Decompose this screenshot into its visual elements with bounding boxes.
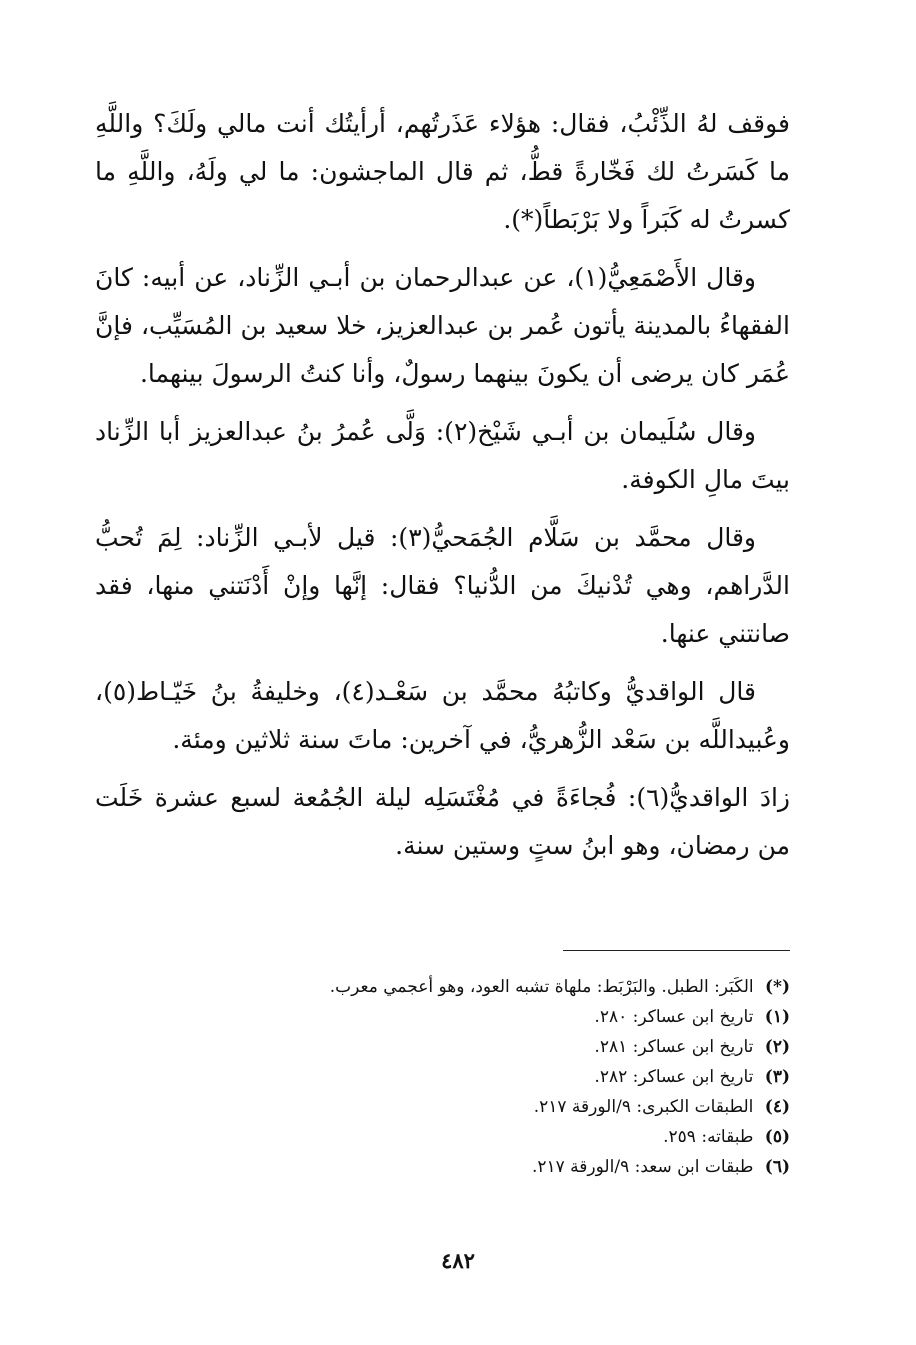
footnote-5 bbox=[160, 1122, 790, 1152]
footnote-mark: (٤) bbox=[764, 1097, 790, 1117]
footnote-text: الطبقات الكبرى: ٩/الورقة ٢١٧. bbox=[533, 1097, 754, 1117]
footnote-2 bbox=[160, 1032, 790, 1062]
page-number: ٤٨٢ bbox=[441, 1248, 475, 1273]
paragraph-5: قال الواقديُّ وكاتبُهُ محمَّد بن سَعْـد(٤)، وخليفةُ بنُ خَيّـاط(٥)، وعُبيداللَّه بن سَعْد الزُّهريُّ، في آخرين: ماتَ سنة ثلاثين ومئة. bbox=[95, 677, 790, 754]
paragraph-6: زادَ الواقديُّ(٦): فُجاءَةً في مُغْتَسَلِه ليلة الجُمُعة لسبع عشرة خَلَت من رمضان، وهو ابنُ ستٍ وستين سنة. bbox=[95, 783, 790, 860]
footnote-text: طبقات ابن سعد: ٩/الورقة ٢١٧. bbox=[531, 1157, 754, 1177]
footnote-text: تاريخ ابن عساكر: ٢٨٢. bbox=[594, 1067, 754, 1087]
footnote-star bbox=[160, 972, 790, 1002]
footnote-mark: (*) bbox=[765, 977, 790, 997]
paragraph-4: وقال محمَّد بن سَلَّام الجُمَحيُّ(٣): قيل لأبـي الزِّناد: لِمَ تُحبُّ الدَّراهم، وهي تُدْنيكَ من الدُّنيا؟ فقال: إنَّها وإنْ أَدْنَتني منها، فقد صانتني عنها. bbox=[95, 523, 790, 648]
paragraph-2: وقال الأَصْمَعِيُّ(١)، عن عبدالرحمان بن أبـي الزِّناد، عن أبيه: كانَ الفقهاءُ بالمدينة يأتون عُمر بن عبدالعزيز، خلا سعيد بن المُسَيِّب، فإنَّ عُمَر كان يرضى أن يكونَ بينهما رسولٌ، وأنا كنتُ الرسولَ بينهما. bbox=[95, 263, 790, 388]
footnote-text: تاريخ ابن عساكر: ٢٨١. bbox=[594, 1037, 754, 1057]
footnote-text: طبقاته: ٢٥٩. bbox=[663, 1127, 754, 1147]
footnote-1 bbox=[160, 1002, 790, 1032]
footnote-4 bbox=[160, 1092, 790, 1122]
footnote-mark: (٦) bbox=[764, 1157, 790, 1177]
paragraph-1: فوقف لهُ الذِّئْبُ، فقال: هؤلاء عَذَرتُهم، أرأيتُك أنت مالي ولَكَ؟ واللَّهِ ما كَسَرتُ لك فَخّارةً قطُّ، ثم قال الماجشون: ما لي ولَهُ، واللَّهِ ما كسرتُ له كَبَراً ولا بَرْبَطاً(*). bbox=[95, 109, 790, 234]
footnote-6 bbox=[160, 1152, 790, 1182]
footnote-mark: (٣) bbox=[764, 1067, 790, 1087]
footnote-separator bbox=[563, 950, 790, 951]
footnote-text: الكَبَر: الطبل. والبَرْبَط: ملهاة تشبه العود، وهو أعجمي معرب. bbox=[329, 977, 754, 997]
footnotes bbox=[160, 972, 790, 1182]
footnote-mark: (٢) bbox=[764, 1037, 790, 1057]
main-text bbox=[95, 100, 790, 880]
footnote-text: تاريخ ابن عساكر: ٢٨٠. bbox=[594, 1007, 754, 1027]
footnote-mark: (٥) bbox=[764, 1127, 790, 1147]
footnote-3 bbox=[160, 1062, 790, 1092]
footnote-mark: (١) bbox=[764, 1007, 790, 1027]
paragraph-3: وقال سُلَيمان بن أبـي شَيْخ(٢): وَلَّى عُمرُ بنُ عبدالعزيز أبا الزِّناد بيتَ مالِ الكوفة. bbox=[95, 417, 790, 494]
